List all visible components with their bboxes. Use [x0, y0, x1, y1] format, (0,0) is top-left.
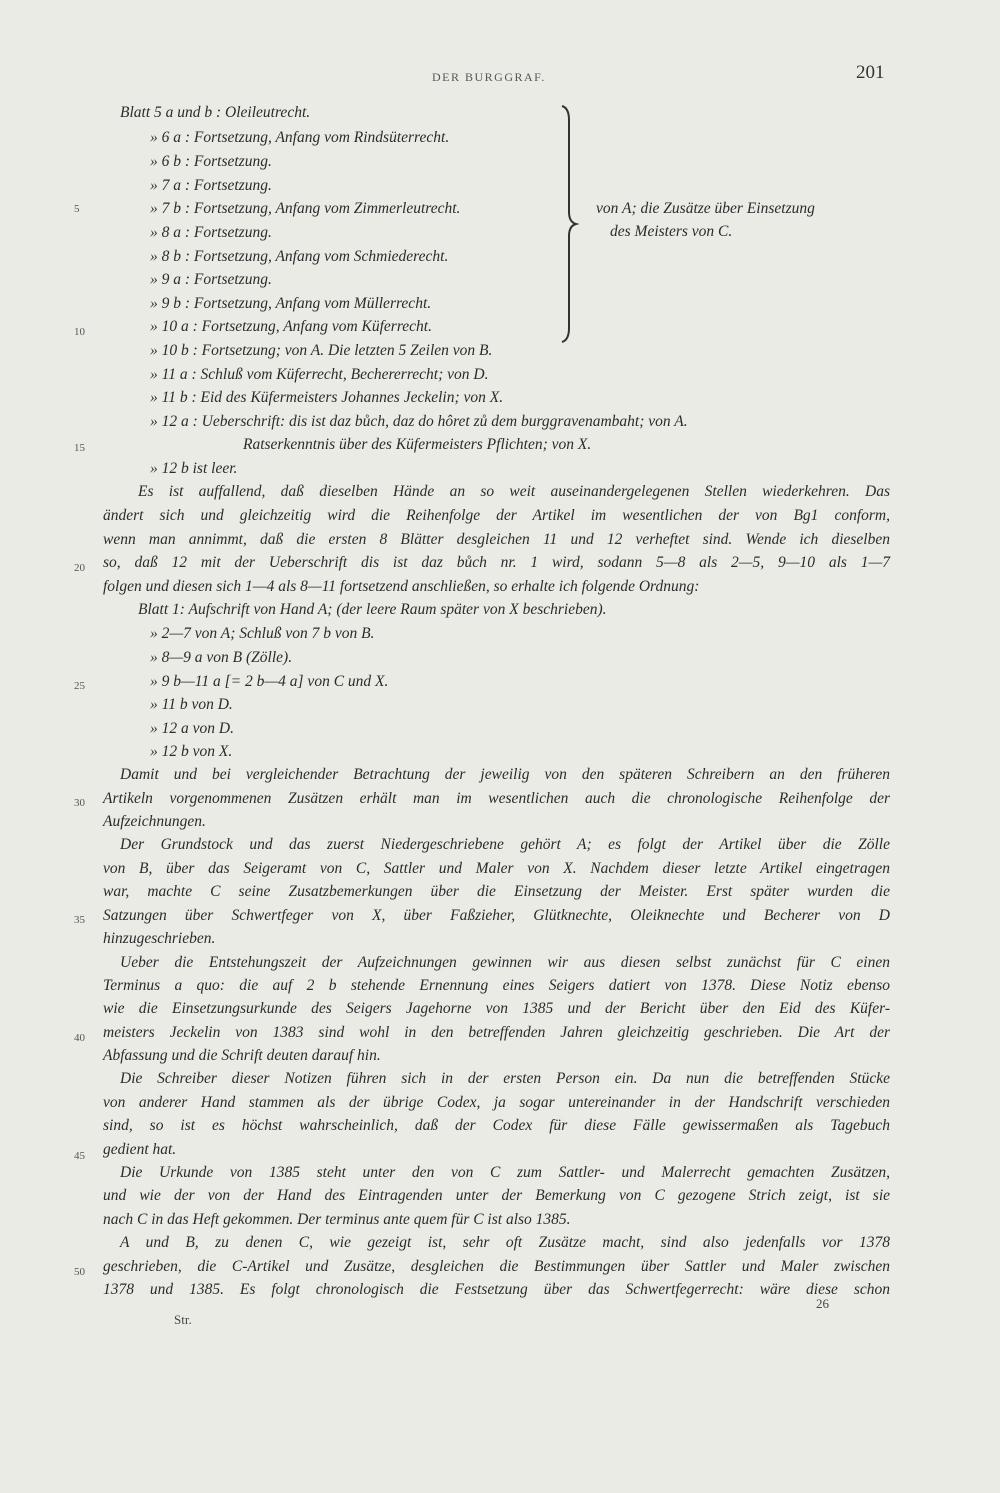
text-line: gedient hat.: [103, 1141, 177, 1158]
text-line: » 8 a : Fortsetzung.: [150, 224, 272, 241]
running-head: DER BURGGRAF.: [432, 70, 546, 84]
text-line: von anderer Hand stammen als der übrige Codex, ja sogar untereinander in der Handschrift verschieden: [103, 1094, 890, 1111]
line-number: 35: [74, 914, 85, 926]
text-line: geschrieben, die C-Artikel und Zusätze, desgleichen die Bestimmungen über Sattler und Maler zwischen: [103, 1258, 890, 1275]
line-number: 45: [74, 1150, 85, 1162]
text-line: A und B, zu denen C, wie gezeigt ist, sehr oft Zusätze macht, sind also jedenfalls vor 1378: [120, 1234, 890, 1251]
text-line: » 6 a : Fortsetzung, Anfang vom Rindsüterrecht.: [150, 129, 450, 146]
line-number: 10: [74, 326, 85, 338]
text-line: meisters Jeckelin von 1383 sind wohl in den betreffenden Jahren gleichzeitig geschrieben. Die Art der: [103, 1024, 890, 1041]
text-line: Der Grundstock und das zuerst Niedergeschriebene gehört A; es folgt der Artikel über die Zölle: [120, 836, 890, 853]
text-line: » 12 a von D.: [150, 720, 234, 737]
text-line: folgen und diesen sich 1—4 als 8—11 fortsetzend anschließen, so erhalte ich folgende Ordnung:: [103, 578, 700, 595]
text-line: Es ist auffallend, daß dieselben Hände an so weit auseinandergelegenen Stellen wiederkehren. Das: [138, 483, 890, 500]
text-line: Blatt 1: Aufschrift von Hand A; (der leere Raum später von X beschrieben).: [138, 601, 607, 618]
line-number: 15: [74, 442, 85, 454]
line-number: 50: [74, 1266, 85, 1278]
text-line: war, machte C seine Zusatzbemerkungen über die Einsetzung der Meister. Erst später wurden die: [103, 883, 890, 900]
text-line: » 12 b von X.: [150, 743, 233, 760]
text-line: Artikeln vorgenommenen Zusätzen erhält man im wesentlichen auch die chronologische Reihenfolge der: [103, 790, 890, 807]
line-number: 20: [74, 562, 85, 574]
text-line: » 6 b : Fortsetzung.: [150, 153, 272, 170]
text-line: » 7 a : Fortsetzung.: [150, 177, 272, 194]
text-line: ändert sich und gleichzeitig wird die Reihenfolge der Artikel im wesentlichen der von Bg1 conform,: [103, 507, 890, 524]
text-line: » 12 b ist leer.: [150, 460, 238, 477]
sheet-number: 26: [816, 1296, 829, 1311]
text-line: so, daß 12 mit der Ueberschrift dis ist daz bůch nr. 1 wird, sodann 5—8 als 2—5, 9—10 als 1—7: [103, 554, 890, 571]
text-line: » 12 a : Ueberschrift: dis ist daz bůch, daz do hôret zů dem burggravenambaht; von A.: [150, 413, 688, 430]
text-line: » 9 b : Fortsetzung, Anfang vom Müllerrecht.: [150, 295, 432, 312]
brace-note: von A; die Zusätze über Einsetzung: [596, 200, 815, 217]
text-line: 1378 und 1385. Es folgt chronologisch die Festsetzung über das Schwertfegerrecht: wäre diese schon: [103, 1281, 890, 1298]
signature-mark: Str.: [174, 1312, 192, 1327]
text-line: » 11 b von D.: [150, 696, 233, 713]
text-line: » 11 b : Eid des Küfermeisters Johannes Jeckelin; von X.: [150, 389, 504, 406]
text-line: Ueber die Entstehungszeit der Aufzeichnungen gewinnen wir aus diesen selbst zunächst für C einen: [120, 954, 890, 971]
text-line: Satzungen über Schwertfeger von X, über Faßzieher, Glütknechte, Oleiknechte und Becherer von D: [103, 907, 890, 924]
text-line: hinzugeschrieben.: [103, 930, 216, 947]
text-line: Blatt 5 a und b : Oleileutrecht.: [120, 104, 311, 121]
text-line: » 10 a : Fortsetzung, Anfang vom Küferrecht.: [150, 318, 432, 335]
text-line: Aufzeichnungen.: [103, 813, 206, 830]
line-number: 30: [74, 797, 85, 809]
text-line: von B, über das Seigeramt von C, Sattler und Maler von X. Nachdem dieser letzte Artikel eingetragen: [103, 860, 890, 877]
text-line: Terminus a quo: die auf 2 b stehende Ernennung eines Seigers datiert von 1378. Diese Notiz ebenso: [103, 977, 890, 994]
page-number: 201: [856, 62, 885, 83]
line-number: 25: [74, 680, 85, 692]
text-line: » 10 b : Fortsetzung; von A. Die letzten 5 Zeilen von B.: [150, 342, 493, 359]
text-line: » 9 b—11 a [= 2 b—4 a] von C und X.: [150, 673, 389, 690]
text-line: und wie der von der Hand des Eintragenden unter der Bemerkung von C gezogene Strich zeigt, ist sie: [103, 1187, 890, 1204]
text-line: » 7 b : Fortsetzung, Anfang vom Zimmerleutrecht.: [150, 200, 461, 217]
text-line: Abfassung und die Schrift deuten darauf hin.: [103, 1047, 381, 1064]
brace-note: des Meisters von C.: [610, 223, 733, 240]
text-line: wenn man annimmt, daß die ersten 8 Blätter desgleichen 11 und 12 verheftet sind. Wende ich dieselben: [103, 531, 890, 548]
text-line: » 8 b : Fortsetzung, Anfang vom Schmiederecht.: [150, 248, 449, 265]
text-line: Ratserkenntnis über des Küfermeisters Pflichten; von X.: [243, 436, 592, 453]
line-number: 40: [74, 1032, 85, 1044]
text-line: » 11 a : Schluß vom Küferrecht, Bechererrecht; von D.: [150, 366, 489, 383]
text-line: » 2—7 von A; Schluß von 7 b von B.: [150, 625, 375, 642]
text-line: nach C in das Heft gekommen. Der terminus ante quem für C ist also 1385.: [103, 1211, 571, 1228]
brace-bracket: [560, 104, 580, 344]
text-line: Damit und bei vergleichender Betrachtung der jeweilig von den späteren Schreibern an den früheren: [120, 766, 890, 783]
text-line: Die Urkunde von 1385 steht unter den von C zum Sattler- und Malerrecht gemachten Zusätzen,: [120, 1164, 890, 1181]
text-line: » 9 a : Fortsetzung.: [150, 271, 272, 288]
text-line: sind, so ist es höchst wahrscheinlich, daß der Codex für diese Fälle gewissermaßen als Tagebuch: [103, 1117, 890, 1134]
line-number: 5: [74, 203, 80, 215]
text-line: Die Schreiber dieser Notizen führen sich in der ersten Person ein. Da nun die betreffenden Stücke: [120, 1070, 890, 1087]
text-line: » 8—9 a von B (Zölle).: [150, 649, 293, 666]
text-line: wie die Einsetzungsurkunde des Seigers Jagehorne von 1385 und der Bericht über den Eid des Küfer-: [103, 1000, 890, 1017]
